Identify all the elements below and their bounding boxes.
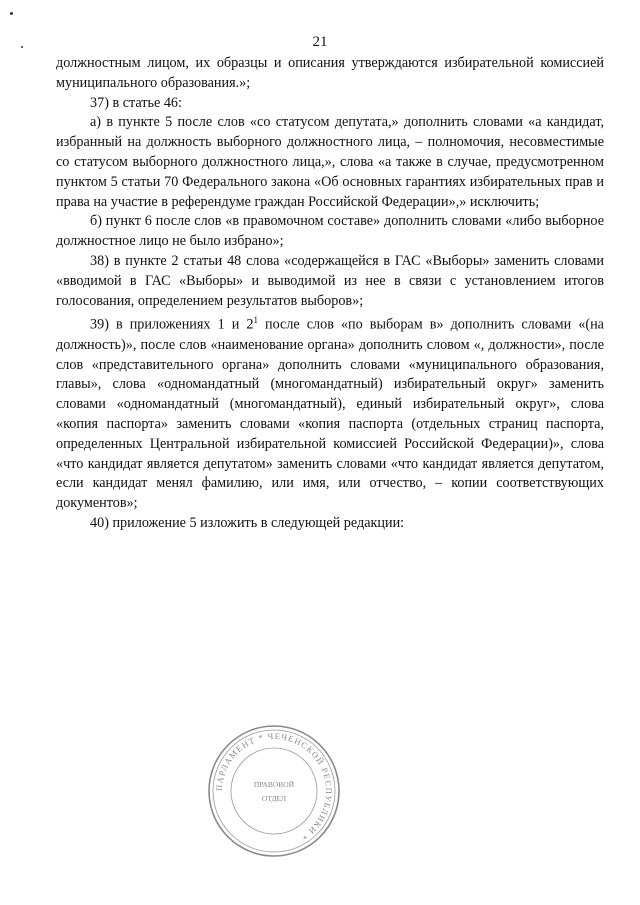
- official-seal: [206, 723, 342, 859]
- paragraph-item-37: 37) в статье 46:: [90, 94, 182, 111]
- paragraph-item-38: 38) в пункте 2 статьи 48 слова «содержащейся в ГАС «Выборы» заменить словами «вводимой в ГАС «Выборы» и выводимой из нее в связи с установлением итогов голосования, определением результатов выборов»;: [56, 252, 604, 309]
- paragraph-item-37a: а) в пункте 5 после слов «со статусом депутата,» дополнить словами «а кандидат, избранный на должность выборного должностного лица, – полномочия, несовместимые со статусом выборного должностного лица,», слова «а также в случае, предусмотренном пунктом 5 статьи 70 Федерального закона «Об основных гарантиях избирательных прав и права на участие в референдуме граждан Российской Федерации»,» исключить;: [56, 114, 604, 210]
- seal-center-line-1: ПРАВОВОЙ: [253, 780, 295, 789]
- item-39-rest: после слов «по выборам в» дополнить словами «(на должность)», после слов «наименование органа» дополнить словом «, должности», после слов «представительного органа» дополнить словами «муниципального образования, главы», слова «одномандатный (многомандатный) избирательный округ» заменить словами «одномандатный (многомандатный), единый избирательный округ», слова «копия паспорта» заменить словами «копия паспорта (отдельных страниц паспорта, определенных Центральной избирательной комиссией Российской Федерации)», слова «что кандидат является депутатом» заменить словами «что кандидат является депутатом, если кандидат менял фамилию, или имя, или отчество, – копии соответствующих документов»;: [56, 317, 604, 512]
- seal-center-line-2: ОТДЕЛ: [261, 794, 287, 803]
- paragraph-item-37b: б) пункт 6 после слов «в правомочном составе» дополнить словами «либо выборное должностное лицо не было избрано»;: [56, 213, 604, 250]
- document-body: [56, 54, 604, 534]
- superscript: 1: [253, 315, 258, 326]
- seal-ring-text: ПАРЛАМЕНТ * ЧЕЧЕНСКОЙ РЕСПУБЛИКИ *: [213, 730, 335, 843]
- item-39-lead: 39) в приложениях 1 и 2: [90, 317, 254, 334]
- margin-mark: [10, 12, 13, 15]
- paragraph-continuation: должностным лицом, их образцы и описания утверждаются избирательной комиссией муниципального образования.»;: [56, 55, 604, 91]
- page-number: 21: [312, 34, 328, 50]
- margin-mark: [21, 46, 23, 48]
- paragraph-item-39: [56, 311, 604, 514]
- paragraph-item-40: 40) приложение 5 изложить в следующей редакции:: [90, 515, 405, 532]
